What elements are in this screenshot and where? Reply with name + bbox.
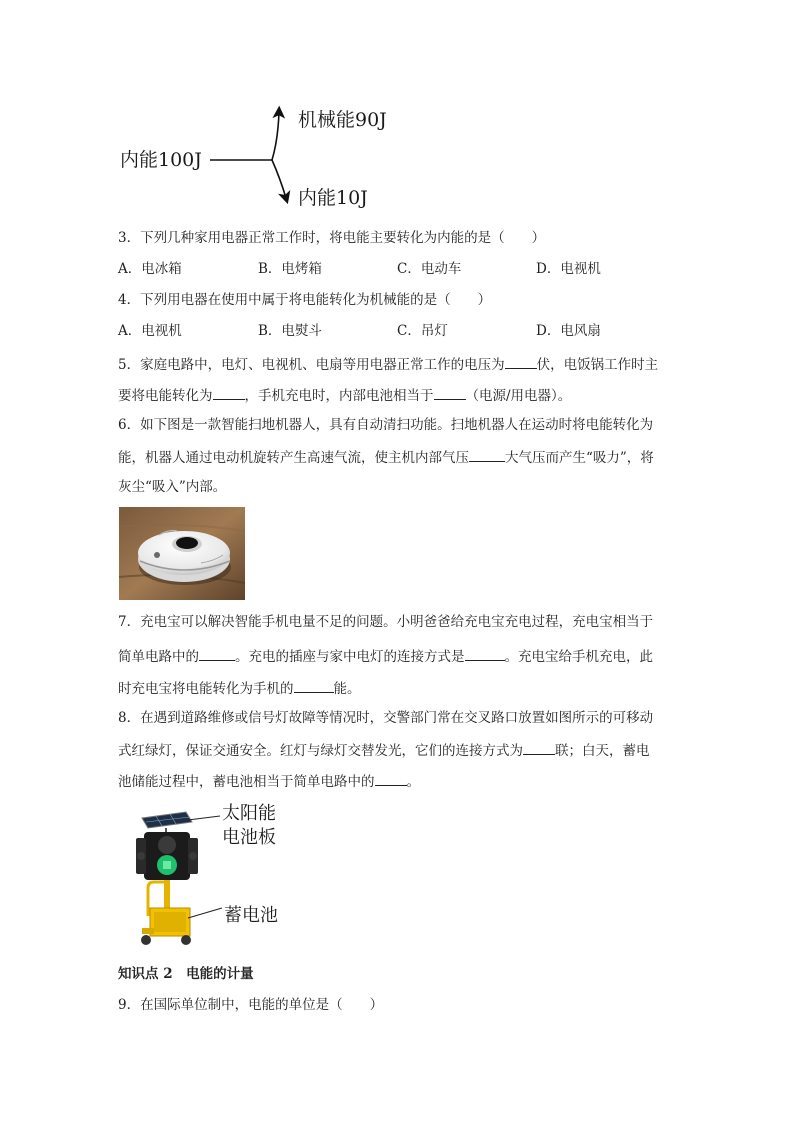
question-3-option-a: A．电冰箱 (118, 261, 182, 277)
answer-blank[interactable] (523, 740, 555, 755)
answer-blank[interactable] (375, 771, 407, 786)
question-4-option-d: D．电风扇 (536, 323, 601, 339)
answer-blank[interactable] (434, 385, 466, 400)
question-6-line-2: 能，机器人通过电动机旋转产生高速气流，使主机内部气压 大气压而产生“吸力”，将 (118, 447, 654, 467)
answer-blank[interactable] (213, 385, 245, 400)
question-4-option-c: C．吊灯 (397, 323, 448, 339)
question-3-option-b: B．电烤箱 (258, 261, 322, 277)
robot-vacuum-photo (119, 507, 245, 600)
question-8-line-3: 池储能过程中，蓄电池相当于简单电路中的 。 (118, 771, 420, 791)
question-7-line-2: 简单电路中的 。充电的插座与家中电灯的连接方式是 。充电宝给手机充电，此 (118, 646, 653, 666)
question-6-line-1: 6．如下图是一款智能扫地机器人，具有自动清扫功能。扫地机器人在运动时将电能转化为 (118, 417, 654, 433)
diagram-bottom-label: 内能10J (298, 187, 368, 209)
question-4-option-a: A．电视机 (118, 323, 182, 339)
label-solar-panel-line-2: 电池板 (222, 827, 276, 848)
question-7-line-1: 7．充电宝可以解决智能手机电量不足的问题。小明爸爸给充电宝充电过程，充电宝相当于 (118, 614, 654, 630)
answer-blank[interactable] (294, 678, 334, 693)
question-5-line-2: 要将电能转化为 ，手机充电时，内部电池相当于 （电源/用电器）。 (118, 385, 571, 405)
section-title: 知识点 2 电能的计量 (118, 966, 254, 982)
question-8-line-1: 8．在遇到道路维修或信号灯故障等情况时，交警部门常在交叉路口放置如图所示的可移动 (118, 710, 654, 726)
label-solar-panel-line-1: 太阳能 (222, 803, 276, 824)
question-9-stem: 9．在国际单位制中，电能的单位是（ ） (118, 997, 384, 1013)
answer-blank[interactable] (465, 646, 505, 661)
question-6-line-3: 灰尘“吸入”内部。 (118, 479, 227, 495)
question-7-line-3: 时充电宝将电能转化为手机的 能。 (118, 678, 361, 698)
diagram-top-label: 机械能90J (298, 109, 387, 131)
answer-blank[interactable] (199, 646, 235, 661)
label-battery: 蓄电池 (224, 905, 278, 926)
question-5-line-1: 5．家庭电路中，电灯、电视机、电扇等用电器正常工作的电压为 伏，电饭锅工作时主 (118, 354, 658, 374)
question-3-option-d: D．电视机 (536, 261, 601, 277)
diagram-arrows (200, 100, 300, 210)
diagram-source-label: 内能100J (120, 149, 202, 171)
question-4-option-b: B．电熨斗 (258, 323, 322, 339)
answer-blank[interactable] (469, 447, 505, 462)
question-4-stem: 4．下列用电器在使用中属于将电能转化为机械能的是（ ） (118, 292, 492, 308)
question-8-line-2: 式红绿灯，保证交通安全。红灯与绿灯交替发光，它们的连接方式为 联；白天，蓄电 (118, 740, 650, 760)
answer-blank[interactable] (505, 354, 537, 369)
question-3-stem: 3．下列几种家用电器正常工作时，将电能主要转化为内能的是（ ） (118, 230, 546, 246)
question-3-option-c: C．电动车 (397, 261, 462, 277)
